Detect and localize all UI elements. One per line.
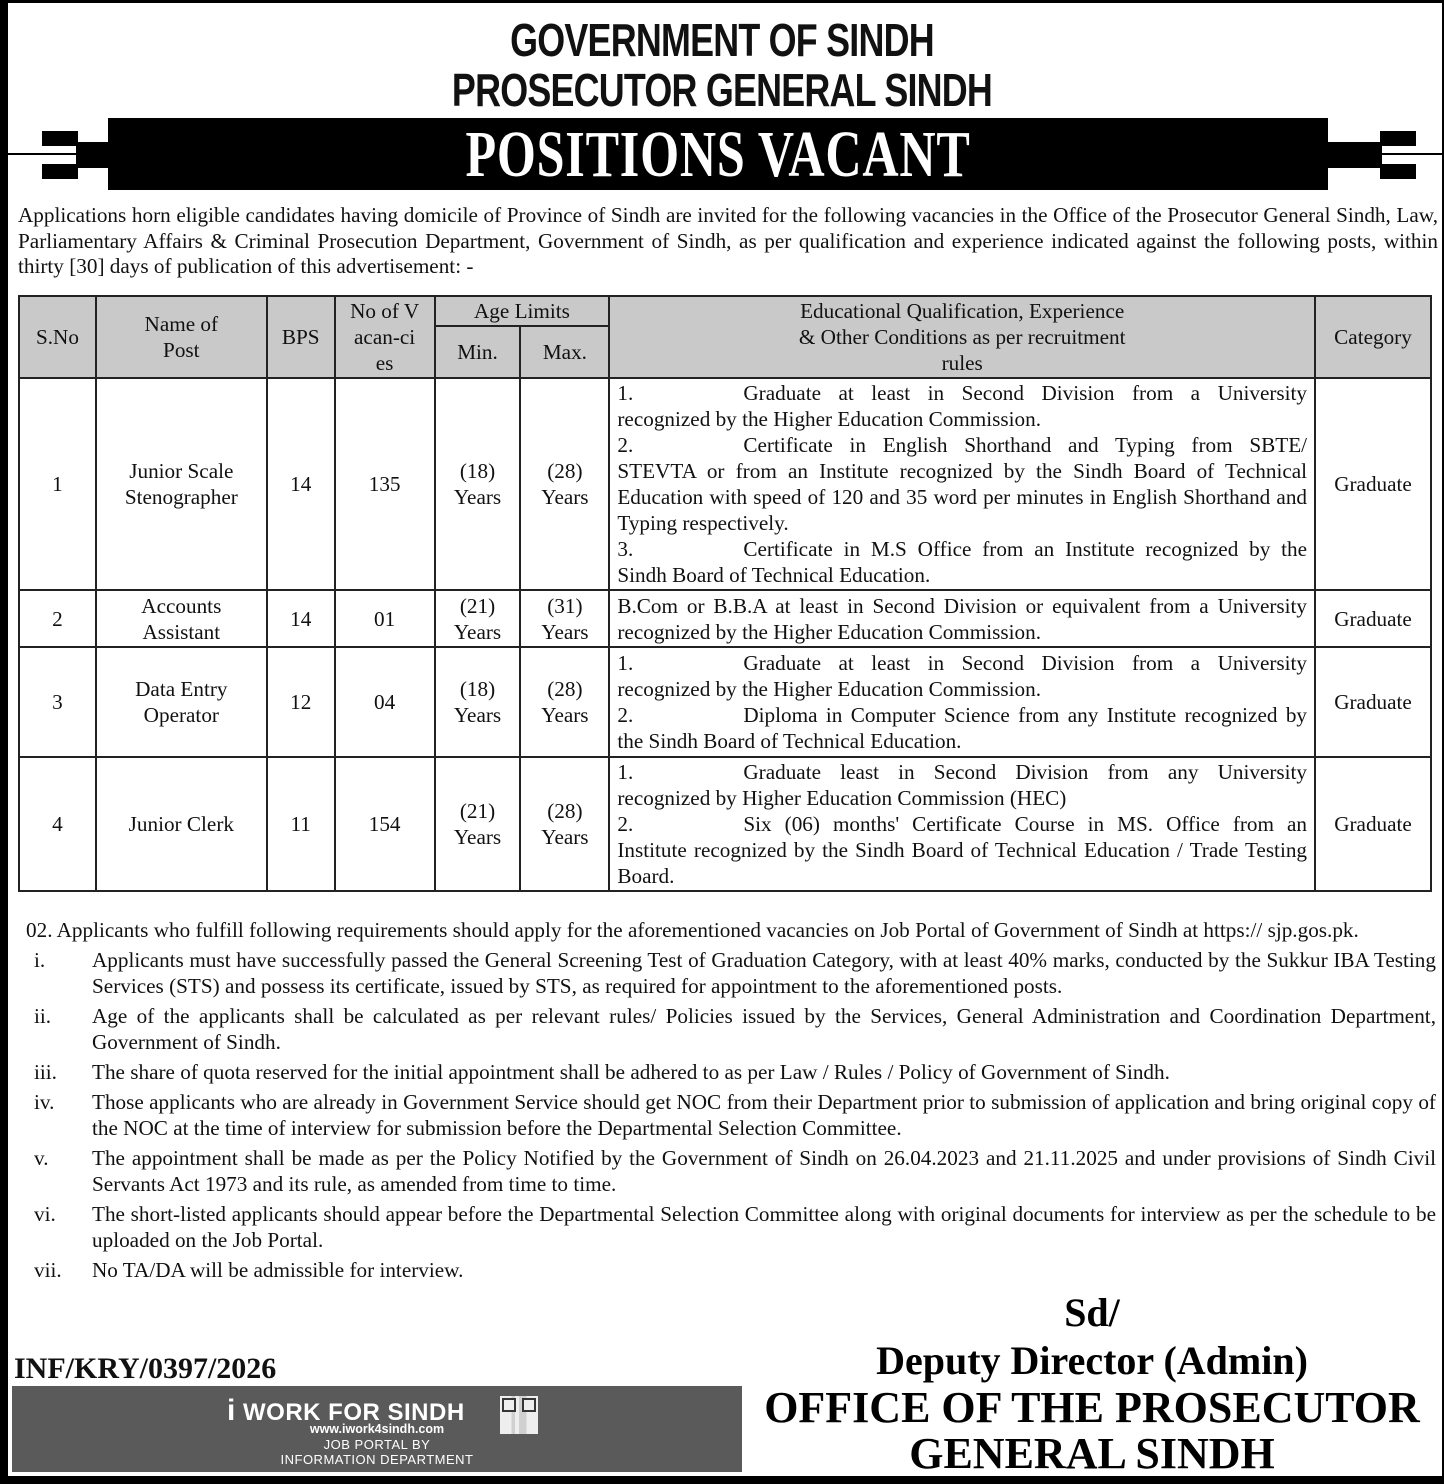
header-government: GOVERNMENT OF SINDH: [510, 14, 934, 66]
term-item: [26, 1201, 1436, 1253]
qualification-text: Graduate at least in Second Division from a University recognized by the Higher Education Commission.: [617, 651, 1308, 701]
qualification-item: [617, 380, 1307, 432]
cell-vacancies: 01: [335, 590, 435, 647]
signature-office-1: OFFICE OF THE PROSECUTOR: [764, 1383, 1420, 1432]
age-unit: Years: [453, 825, 502, 849]
term-number: iv.: [34, 1090, 55, 1114]
age-value: (18): [459, 459, 496, 483]
qualification-item: [617, 536, 1307, 588]
col-header-qualification-text: Educational Qualification, Experience & Other Conditions as per recruitment rules: [798, 299, 1126, 375]
cell-qualification: [609, 378, 1315, 590]
qualification-item: [617, 759, 1307, 811]
term-number: vi.: [34, 1202, 56, 1226]
term-number: vii.: [34, 1258, 62, 1282]
term-text: Applicants must have successfully passed the General Screening Test of Graduation Category, with at least 40% marks, conducted by the Sukkur IBA Testing Services (STS) and possess its certificate, issued by STS, as required for appointment to the aforementioned posts.: [92, 948, 1436, 998]
qualification-item: [617, 811, 1307, 889]
qualification-number: 2.: [617, 433, 634, 457]
age-unit: Years: [541, 703, 589, 727]
age-value: (31): [547, 593, 583, 618]
age-unit: Years: [453, 485, 502, 509]
cell-category: Graduate: [1315, 757, 1431, 891]
cell-max-age: [520, 590, 609, 647]
cell-max-age: [520, 378, 609, 590]
term-text: Those applicants who are already in Government Service should get NOC from their Department prior to submission of application and bring original copy of the NOC at the time of interview for submission before the Departmental Selection Committee.: [92, 1090, 1436, 1140]
cell-min-age: [435, 590, 521, 647]
qualification-text: B.Com or B.B.A at least in Second Division or equivalent from a University recognized by the Higher Education Commission.: [617, 593, 1308, 644]
cell-sno: 2: [19, 590, 96, 647]
cell-max-age: [520, 757, 609, 891]
banner-title: POSITIONS VACANT: [465, 118, 971, 191]
age-value: (28): [547, 799, 583, 823]
portal-logo-text: WORK FOR SINDH: [243, 1399, 465, 1426]
qualification-text: Graduate least in Second Division from any University recognized by Higher Education Commission (HEC): [617, 760, 1308, 810]
cell-qualification: [609, 647, 1315, 757]
cell-category: Graduate: [1315, 590, 1431, 647]
cell-bps: 14: [267, 590, 335, 647]
portal-url[interactable]: www.iwork4sindh.com: [309, 1422, 445, 1436]
banner-rule-right: [1372, 153, 1442, 155]
qualification-number: 2.: [617, 812, 634, 836]
col-header-max-age: Max.: [520, 326, 609, 378]
term-item: [26, 1059, 1436, 1085]
col-header-age-limits: Age Limits: [435, 296, 610, 326]
term-item: [26, 1089, 1436, 1141]
col-header-min-age: Min.: [435, 326, 521, 378]
reference-number: INF/KRY/0397/2026: [14, 1352, 277, 1385]
qualification-number: 1.: [617, 760, 634, 784]
col-header-vacancies-text: No of Vacan-cies: [350, 299, 420, 375]
cell-sno: 1: [19, 378, 96, 590]
signature-title: Deputy Director (Admin): [876, 1338, 1308, 1383]
term-number: iii.: [34, 1060, 57, 1084]
col-header-name-text: Name of Post: [144, 312, 219, 362]
cell-min-age: [435, 757, 521, 891]
positions-vacant-banner: [108, 118, 1328, 190]
qualification-text: Diploma in Computer Science from any Institute recognized by the Sindh Board of Technical Education.: [617, 703, 1308, 753]
age-value: (28): [547, 459, 583, 483]
qualification-number: 2.: [617, 703, 634, 727]
cell-min-age: [435, 647, 521, 757]
term-text: Age of the applicants shall be calculated as per relevant rules/ Policies issued by the Services, General Administration and Coordination Department, Government of Sindh.: [92, 1004, 1436, 1054]
banner-ornament-left-top: [42, 131, 78, 146]
cell-post-name: Junior Scale Stenographer: [96, 378, 267, 590]
col-header-category: Category: [1315, 296, 1431, 378]
col-header-bps: BPS: [267, 296, 335, 378]
age-unit: Years: [453, 703, 502, 727]
term-text: No TA/DA will be admissible for interview.: [92, 1258, 464, 1282]
age-unit: Years: [541, 825, 589, 849]
qualification-number: 1.: [617, 381, 634, 405]
terms-section: [26, 917, 1436, 1283]
age-value: (21): [459, 799, 496, 823]
age-unit: Years: [541, 485, 589, 509]
term-number: v.: [34, 1146, 49, 1170]
cell-bps: 12: [267, 647, 335, 757]
cell-vacancies: 135: [335, 378, 435, 590]
term-item: [26, 1257, 1436, 1283]
qualification-text: Certificate in English Shorthand and Typing from SBTE/ STEVTA or from an Institute recognized by the Sindh Board of Technical Education with speed of 120 and 35 word per minutes in English Shorthand and Typing respectively.: [617, 433, 1308, 535]
term-text: The share of quota reserved for the initial appointment shall be adhered to as per Law / Rules / Policy of Government of Sindh.: [92, 1060, 1170, 1084]
age-value: (21): [459, 593, 496, 618]
banner-ornament-right-connector: [1326, 142, 1382, 168]
banner-ornament-right-bottom: [1380, 164, 1416, 179]
portal-line-2: INFORMATION DEPARTMENT: [280, 1452, 474, 1467]
term-text: The appointment shall be made as per the Policy Notified by the Government of Sindh on 26.04.2023 and 21.11.2025 and under provisions of Sindh Civil Servants Act 1973 and its rule, as amended from time to time.: [92, 1146, 1436, 1196]
banner-rule-left: [8, 153, 78, 155]
age-unit: Years: [541, 619, 589, 644]
cell-min-age: [435, 378, 521, 590]
cell-max-age: [520, 647, 609, 757]
cell-bps: 14: [267, 378, 335, 590]
qualification-number: 3.: [617, 537, 634, 561]
terms-list: [26, 947, 1436, 1283]
table-row: [19, 378, 1431, 590]
vacancies-table: [18, 295, 1432, 892]
cell-bps: 11: [267, 757, 335, 891]
qualification-item: [617, 650, 1307, 702]
age-unit: Years: [453, 619, 502, 644]
qualification-number: 1.: [617, 651, 634, 675]
banner-ornament-left-connector: [76, 142, 110, 168]
cell-category: Graduate: [1315, 647, 1431, 757]
table-row: [19, 590, 1431, 647]
cell-vacancies: 04: [335, 647, 435, 757]
term-text: The short-listed applicants should appear before the Departmental Selection Committee along with original documents for interview as per the schedule to be uploaded on the Job Portal.: [92, 1202, 1436, 1252]
terms-lead: 02. Applicants who fulfill following requirements should apply for the aforementioned vacancies on Job Portal of Government of Sindh at https:// sjp.gos.pk.: [26, 918, 1359, 942]
qualification-text: Certificate in M.S Office from an Institute recognized by the Sindh Board of Technical Education.: [617, 537, 1308, 587]
qualification-item: [617, 593, 1307, 645]
cell-post-name: Accounts Assistant: [96, 590, 267, 647]
portal-logo-prefix: i: [227, 1394, 236, 1427]
job-portal-banner: [12, 1386, 742, 1472]
age-value: (18): [459, 677, 496, 701]
cell-post-name: Data Entry Operator: [96, 647, 267, 757]
banner-ornament-left-bottom: [42, 164, 78, 179]
cell-category: Graduate: [1315, 378, 1431, 590]
term-item: [26, 1145, 1436, 1197]
col-header-qualification: [609, 296, 1315, 378]
cell-sno: 4: [19, 757, 96, 891]
col-header-vacancies: [335, 296, 435, 378]
intro-paragraph: Applications horn eligible candidates having domicile of Province of Sindh are invited for the following vacancies in the Office of the Prosecutor General Sindh, Law, Parliamentary Affairs & Criminal Prosecution Department, Government of Sindh, as per qualification and experience indicated against the following posts, within thirty [30] days of publication of this advertisement: -: [18, 203, 1438, 278]
qualification-text: Six (06) months' Certificate Course in MS. Office from an Institute recognized by the Sindh Board of Technical Education / Trade Testing Board.: [617, 812, 1308, 888]
term-item: [26, 1003, 1436, 1055]
qualification-item: [617, 702, 1307, 754]
banner-ornament-right-top: [1380, 131, 1416, 146]
cell-qualification: [609, 757, 1315, 891]
table-row: [19, 757, 1431, 891]
term-number: ii.: [34, 1004, 52, 1028]
cell-vacancies: 154: [335, 757, 435, 891]
header-department: PROSECUTOR GENERAL SINDH: [451, 64, 993, 116]
table-row: [19, 647, 1431, 757]
signature-office-2: GENERAL SINDH: [909, 1429, 1275, 1478]
col-header-name: [96, 296, 267, 378]
term-number: i.: [34, 948, 46, 972]
col-header-sno: S.No: [19, 296, 96, 378]
signature-sd: Sd/: [1064, 1290, 1120, 1335]
cell-sno: 3: [19, 647, 96, 757]
qualification-text: Graduate at least in Second Division from a University recognized by the Higher Education Commission.: [617, 381, 1308, 431]
term-item: [26, 947, 1436, 999]
qualification-item: [617, 432, 1307, 536]
cell-qualification: [609, 590, 1315, 647]
portal-line-1: JOB PORTAL BY: [323, 1437, 431, 1452]
age-value: (28): [547, 677, 583, 701]
cell-post-name: Junior Clerk: [96, 757, 267, 891]
